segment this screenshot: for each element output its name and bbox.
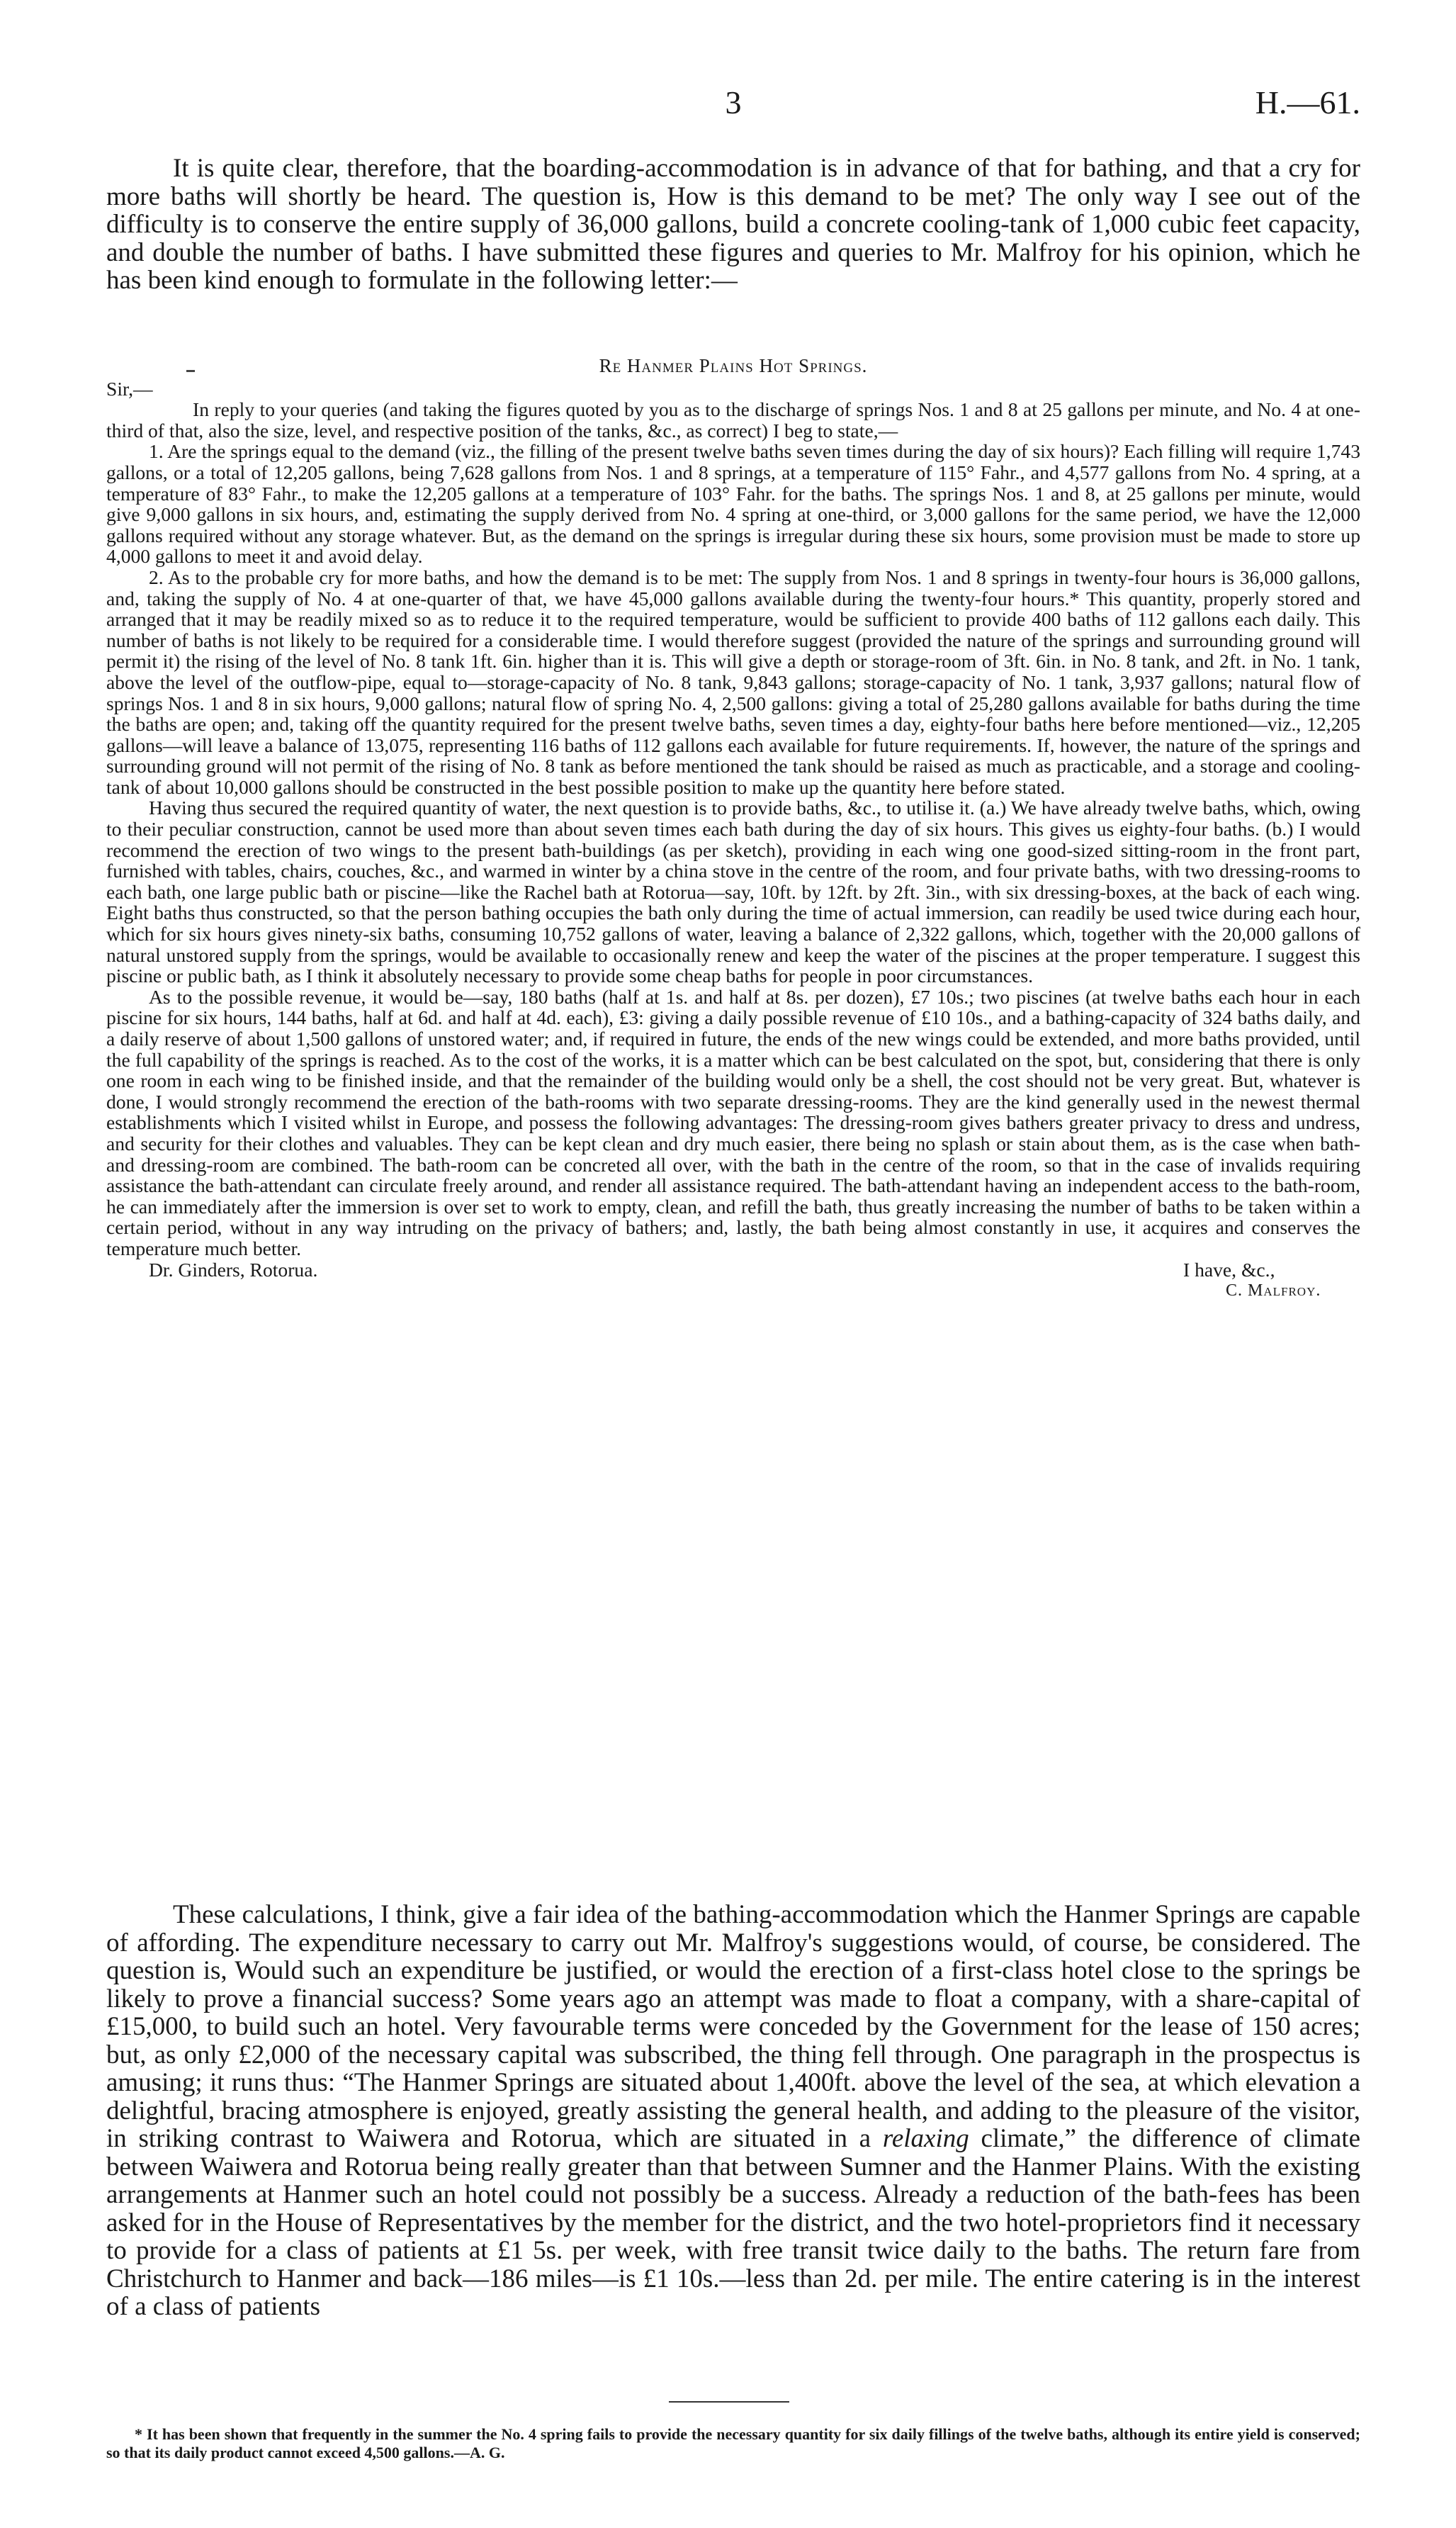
letter-item-1: 1. Are the springs equal to the demand (viz., the filling of the present twelve baths seven times during the day of six hours)? Each filling will require 1,743 gallons, or a total of 12,205 gallons, being 7,628 gallons from Nos. 1 and 8 springs, at a temperature of 115° Fahr., and 4,577 gallons from No. 4 spring, at a temperature of 83° Fahr., to make the 12,205 gallons at a temperature of 103° Fahr. for the baths. The springs Nos. 1 and 8, at 25 gallons per minute, would give 9,000 gallons in six hours, and, estimating the supply derived from No. 4 spring at one-third, or 3,000 gallons for the same period, we have the 12,000 gallons required without any storage whatever. But, as the demand on the springs is irregular during these six hours, some provision must be made to store up 4,000 gallons to meet it and avoid delay. xyxy=(106,440,1360,568)
intro-section xyxy=(106,155,1360,295)
footnote: * It has been shown that frequently in the summer the No. 4 spring fails to provide the necessary quantity for six daily fillings of the twelve baths, although its entire yield is conserved; so that its daily product cannot exceed 4,500 gallons.—A. G. xyxy=(106,2425,1360,2461)
conclusion-paragraph xyxy=(106,1901,1360,2321)
footnote-divider xyxy=(669,2401,789,2403)
letter-paragraph-revenue: As to the possible revenue, it would be—say, 180 baths (half at 1s. and half at 8s. per dozen), £7 10s.; two piscines (at twelve baths each hour in each piscine for six hours, 144 baths, half at 6d. and half at 4d. each), £3: giving a daily possible revenue of £10 10s., and a bathing-capacity of 324 baths daily, and a daily reserve of about 1,500 gallons of unstored water; and, if required in future, the ends of the new wings could be extended, and more baths provided, until the full capability of the springs is reached. As to the cost of the works, it is a matter which can be best calculated on the spot, but, considering that there is only one room in each wing to be finished inside, and that the remainder of the building would only be a shell, the cost should not be very great. But, whatever is done, I would strongly recommend the erection of the bath-rooms with two separate dressing-rooms. They are the kind generally used in the newest thermal establishments which I visited whilst in Europe, and possess the following advantages: The dressing-room gives bathers greater privacy to dress and undress, and security for their clothes and valuables. They can be kept clean and dry much easier, there being no splash or stain about them, as is the case when bath- and dressing-room are combined. The bath-room can be concreted all over, with the bath in the centre of the room, so that in the case of invalids requiring assistance the bath-attendant can circulate freely around, and render all assistance required. The bath-attendant having an independent access to the bath-room, he can immediately after the immersion is over set to work to empty, clean, and refill the bath, thus greatly increasing the number of baths to be taken within a certain period, without in any way intruding on the privacy of bathers; and, lastly, the bath being almost constantly in use, it acquires and conserves the temperature much better. xyxy=(106,985,1360,1259)
malfroy-letter xyxy=(106,356,1360,1302)
letter-item-2: 2. As to the probable cry for more baths, and how the demand is to be met: The supply from Nos. 1 and 8 springs in twenty-four hours is 36,000 gallons, and, taking the supply of No. 4 at one-quarter of that, we have 45,000 gallons available during the twenty-four hours.* This quantity, properly stored and arranged that it may be readily mixed so as to reduce it to the required temperature, would be sufficient to provide 400 baths of 112 gallons each daily. This number of baths is not likely to be required for a considerable time. I would therefore suggest (provided the nature of the springs and surrounding ground will permit it) the rising of the level of No. 8 tank 1ft. 6in. higher than it is. This will give a depth or storage-room of 3ft. 6in. in No. 8 tank, and 2ft. in No. 1 tank, above the level of the outflow-pipe, equal to—storage-capacity of No. 8 tank, 9,843 gallons; storage-capacity of No. 1 tank, 3,937 gallons; natural flow of springs Nos. 1 and 8 in six hours, 9,000 gallons; natural flow of spring No. 4, 2,500 gallons: giving a total of 25,280 gallons available for baths during the time the baths are open; and, taking off the quantity required for the present twelve baths, seven times a day, eighty-four baths here before mentioned—viz., 12,205 gallons—will leave a balance of 13,075, representing 116 baths of 112 gallons each available for future requirements. If, however, the nature of the springs and surrounding ground will not permit of the rising of No. 8 tank as before mentioned the tank should be raised as much as practicable, and a storage and cooling-tank of about 10,000 gallons should be constructed in the best possible position to make up the quantity here before stated. xyxy=(106,566,1360,798)
intro-paragraph: It is quite clear, therefore, that the boarding-accommodation is in advance of that for bathing, and that a cry for more baths will shortly be heard. The question is, How is this demand to be met? The only way I see out of the difficulty is to conserve the entire supply of 36,000 gallons, build a concrete cooling-tank of 1,000 cubic feet capacity, and double the number of baths. I have submitted these figures and queries to Mr. Malfroy for his opinion, which he has been kind enough to formulate in the following letter:— xyxy=(106,154,1360,295)
document-reference: H.—61. xyxy=(1255,84,1360,120)
letter-closing: I have, &c., xyxy=(1183,1258,1275,1281)
letter-title: Re Hanmer Plains Hot Springs. xyxy=(599,355,868,376)
conclusion-text-start: These calculations, I think, give a fair idea of the bathing-accommodation which the Hanmer Springs are capable of affording. The expenditure necessary to carry out Mr. Malfroy's suggestions would, of course, be considered. The question is, Would such an expenditure be justified, or would the erection of a first-class hotel close to the springs be likely to prove a financial success? Some years ago an attempt was made to float a company, with a share-capital of £15,000, to build such an hotel. Very favourable terms were conceded by the Government for the lease of 150 acres; but, as only £2,000 of the necessary capital was subscribed, the thing fell through. One paragraph in the prospectus is amusing; it runs thus: “The Hanmer Springs are situated about 1,400ft. above the level of the sea, at which elevation a delightful, bracing atmosphere is enjoyed, greatly assisting the general health, and adding to the pleasure of the visitor, in striking contrast to Waiwera and Rotorua, which are situated in a xyxy=(106,1900,1360,2153)
page-header xyxy=(106,84,1360,126)
letter-signature-block xyxy=(106,1259,1360,1302)
letter-salutation: Sir,— xyxy=(106,377,153,400)
letter-opening: In reply to your queries (and taking the figures quoted by you as to the discharge of springs Nos. 1 and 8 at 25 gallons per minute, and No. 4 at one-third of that, also the size, level, and respective position of the tanks, &c., as correct) I beg to state,— xyxy=(106,398,1360,442)
page-number: 3 xyxy=(725,84,742,120)
letter-signature: C. Malfroy. xyxy=(1226,1281,1321,1300)
conclusion-italic-word: relaxing xyxy=(882,2124,969,2153)
letter-addressee: Dr. Ginders, Rotorua. xyxy=(149,1258,318,1281)
conclusion-section xyxy=(106,1901,1360,2321)
letter-paragraph-baths: Having thus secured the required quantity of water, the next question is to provide baths, &c., to utilise it. (a.) We have already twelve baths, which, owing to their peculiar construction, cannot be used more than about seven times each bath during the day of six hours. This gives us eighty-four baths. (b.) I would recommend the erection of two wings to the present bath-buildings (as per sketch), providing in each wing one good-sized sitting-room in the front part, furnished with tables, chairs, couches, &c., and warmed in winter by a china stove in the centre of the room, and four private baths, with two dressing-rooms to each bath, one large public bath or piscine—like the Rachel bath at Rotorua—say, 10ft. by 12ft. by 2ft. 3in., with six dressing-boxes, at the back of each wing. Eight baths thus constructed, so that the person bathing occupies the bath only during the time of actual immersion, can readily be used twice during each hour, which for six hours gives ninety-six baths, consuming 10,752 gallons of water, leaving a balance of 2,322 gallons, which, together with the 20,000 gallons of natural unstored supply from the springs, would be available to occasionally renew and keep the water of the piscines at the proper temperature. I suggest this piscine or public bath, as I think it absolutely necessary to provide some cheap baths for people in poor circumstances. xyxy=(106,797,1360,987)
conclusion-text-end: climate,” the difference of climate between Waiwera and Rotorua being really greater than that between Sumner and the Hanmer Plains. With the existing arrangements at Hanmer such an hotel could not possibly be a success. Already a reduction of the bath-fees has been asked for in the House of Representatives by the member for the district, and the two hotel-proprietors find it necessary to provide for a class of patients at £1 5s. per week, with free transit twice daily to the baths. The return fare from Christchurch to Hanmer and back—186 miles—is £1 10s.—less than 2d. per mile. The entire catering is in the interest of a class of patients xyxy=(106,2124,1360,2321)
